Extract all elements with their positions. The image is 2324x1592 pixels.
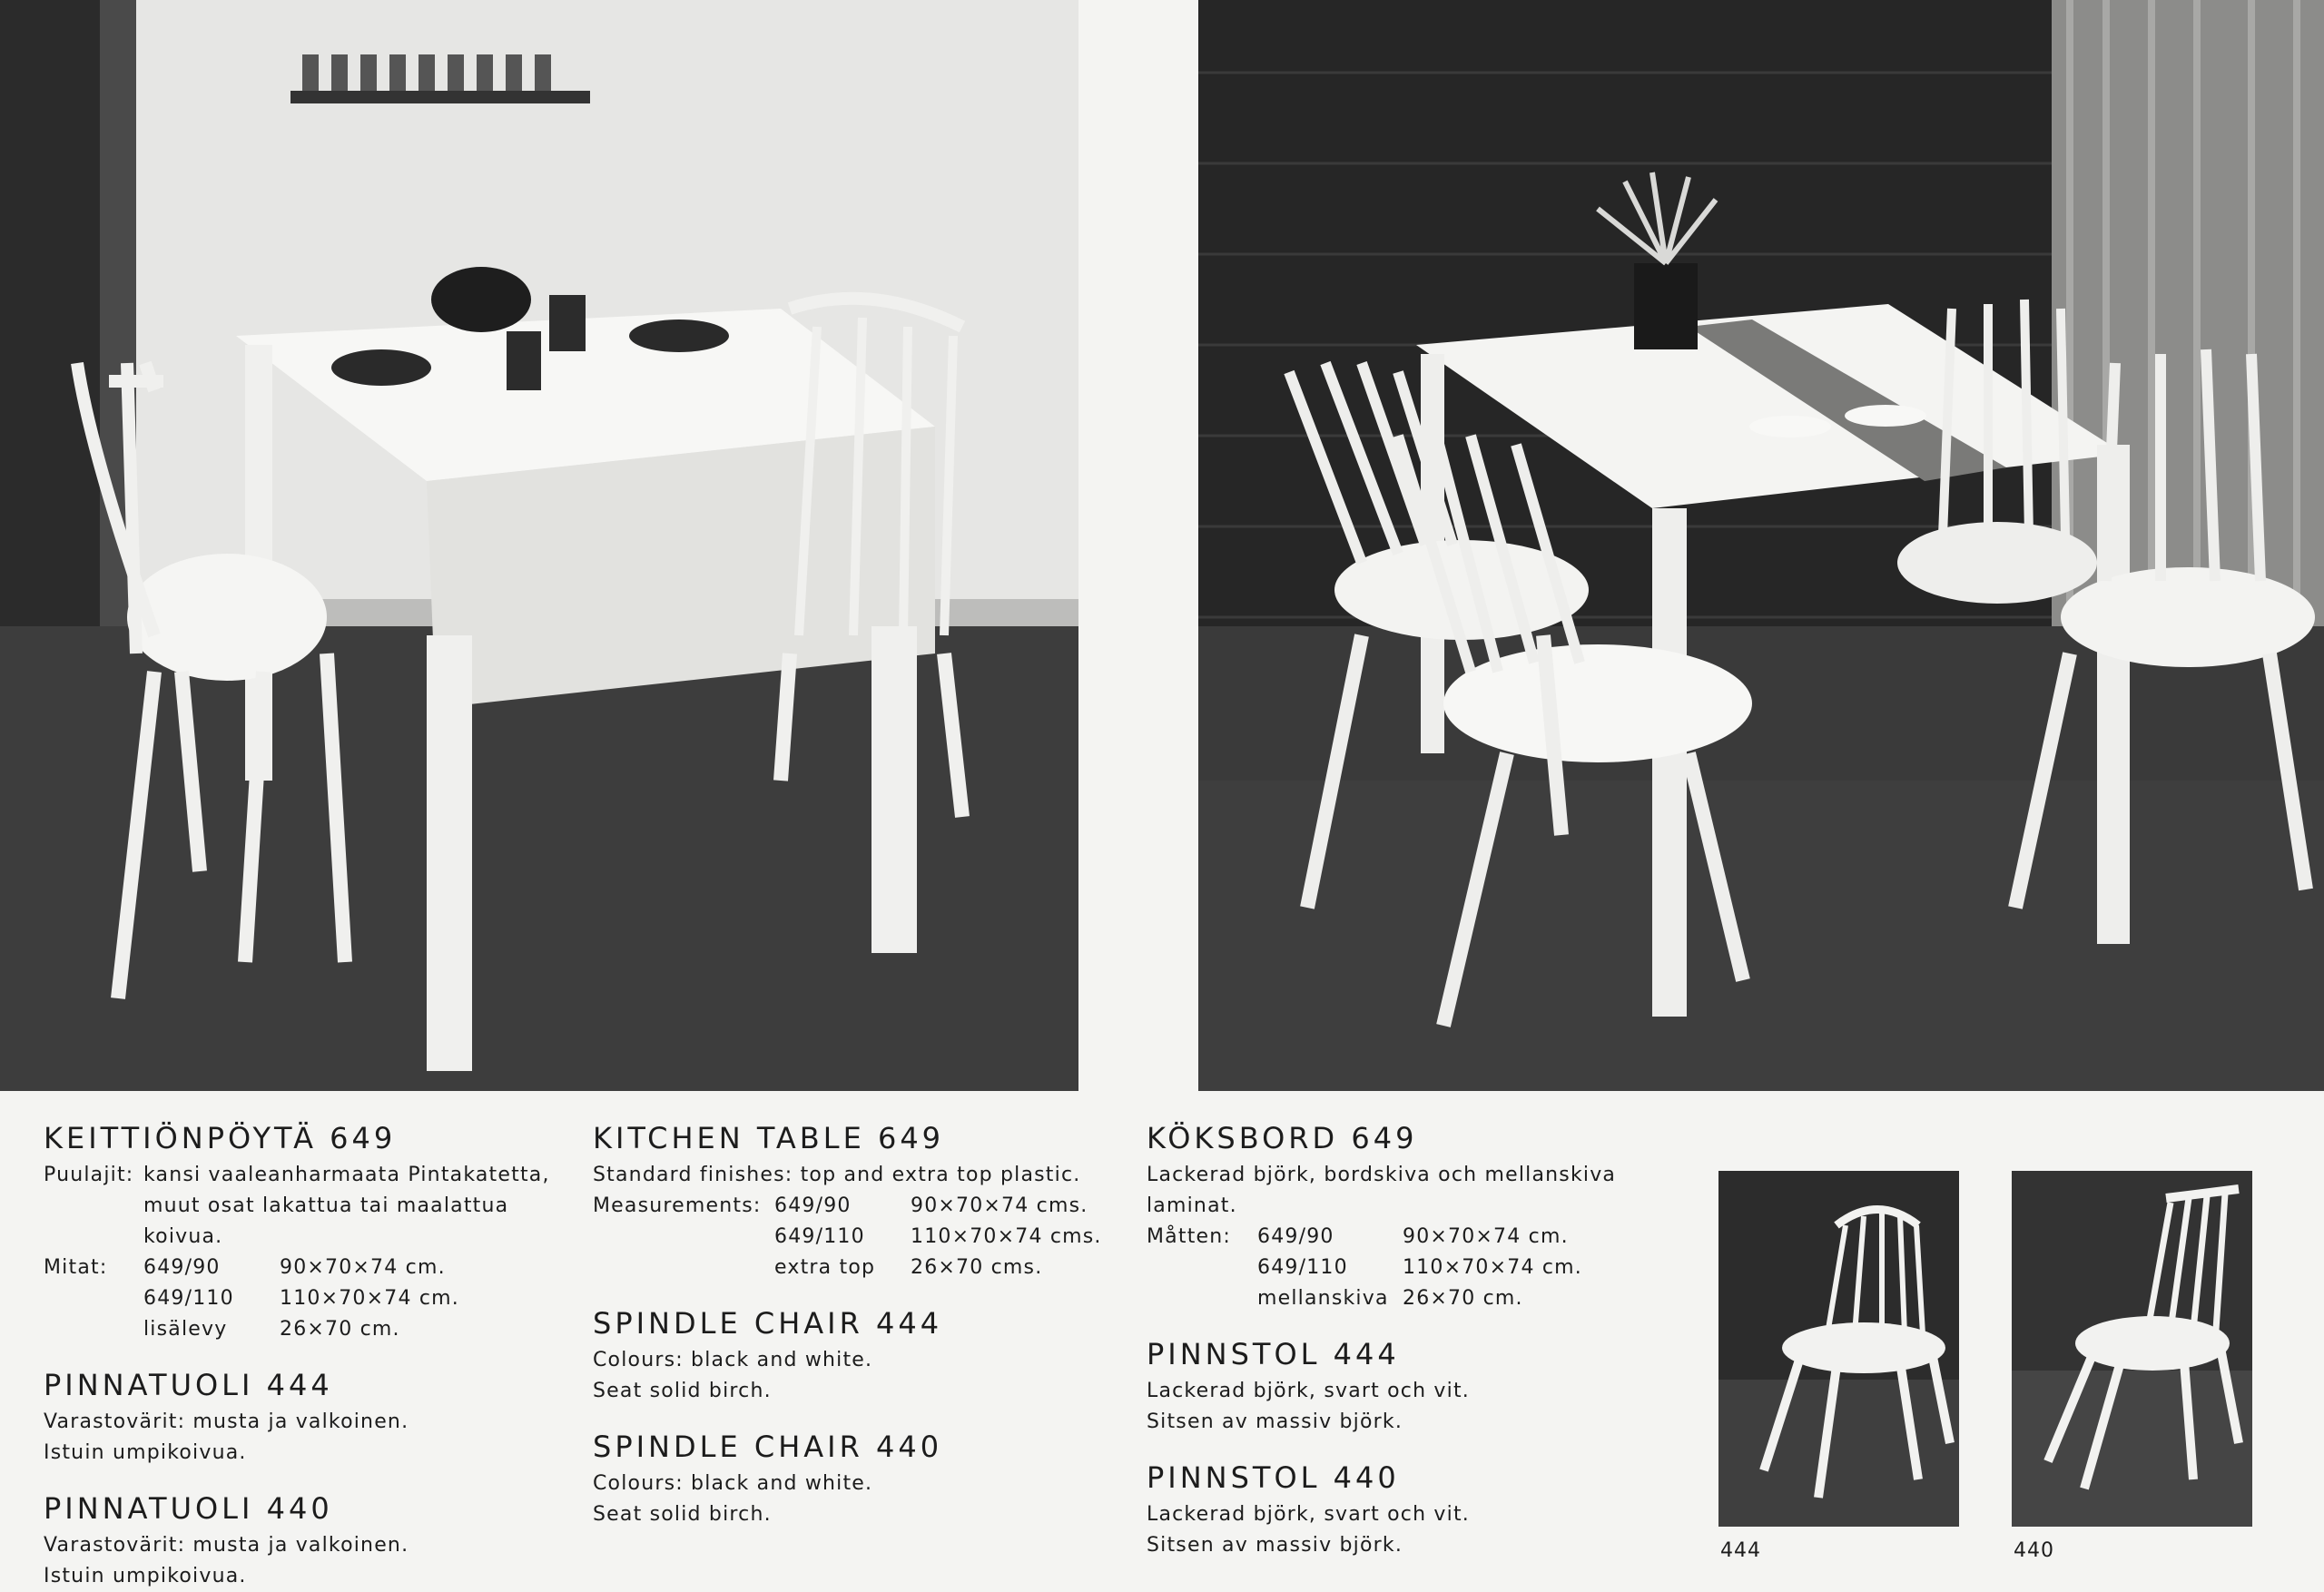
english-measure-code: extra top bbox=[774, 1256, 876, 1279]
finnish-wood-line1: kansi vaaleanharmaata Pintakatetta, bbox=[143, 1164, 550, 1186]
finnish-chair440-title: PINNATUOLI 440 bbox=[44, 1491, 333, 1526]
swedish-chair440-line2: Sitsen av massiv björk. bbox=[1147, 1534, 1403, 1557]
finnish-table-title: KEITTIÖNPÖYTÄ 649 bbox=[44, 1121, 397, 1155]
swedish-measure-size: 90×70×74 cm. bbox=[1403, 1225, 1569, 1248]
finnish-chair444-line1: Varastovärit: musta ja valkoinen. bbox=[44, 1410, 409, 1433]
finnish-measure-code: 649/110 bbox=[143, 1287, 234, 1310]
finnish-measure-label: Mitat: bbox=[44, 1256, 108, 1279]
swedish-finish-line2: laminat. bbox=[1147, 1194, 1237, 1217]
finnish-measure-row-1 bbox=[44, 1253, 552, 1283]
swedish-measure-label: Måtten: bbox=[1147, 1225, 1232, 1248]
swedish-chair444-section bbox=[1147, 1334, 1673, 1438]
english-column bbox=[593, 1118, 1119, 1530]
swedish-chair444-title: PINNSTOL 444 bbox=[1147, 1337, 1400, 1371]
swedish-column bbox=[1147, 1118, 1673, 1561]
finnish-wood-line2: muut osat lakattua tai maalattua bbox=[143, 1194, 509, 1217]
swedish-measure-row-2 bbox=[1147, 1253, 1673, 1283]
finnish-chair440-line1: Varastovärit: musta ja valkoinen. bbox=[44, 1534, 409, 1557]
finnish-chair440-section bbox=[44, 1489, 552, 1592]
table-set-illustration bbox=[1198, 0, 2324, 1091]
finnish-chair444-line2: Istuin umpikoivua. bbox=[44, 1441, 247, 1464]
swedish-finish-line1: Lackerad björk, bordskiva och mellanskiva bbox=[1147, 1164, 1617, 1186]
chair-440-illustration bbox=[2012, 1171, 2252, 1527]
swedish-chair444-line1: Lackerad björk, svart och vit. bbox=[1147, 1380, 1470, 1402]
swedish-measure-code: 649/90 bbox=[1257, 1225, 1334, 1248]
finnish-measure-size: 26×70 cm. bbox=[280, 1318, 400, 1341]
finnish-measure-size: 110×70×74 cm. bbox=[280, 1287, 459, 1310]
swedish-measure-code: 649/110 bbox=[1257, 1256, 1348, 1279]
english-chair444-line2: Seat solid birch. bbox=[593, 1380, 772, 1402]
swedish-table-title: KÖKSBORD 649 bbox=[1147, 1121, 1418, 1155]
swedish-chair444-line2: Sitsen av massiv björk. bbox=[1147, 1410, 1403, 1433]
finnish-chair444-title: PINNATUOLI 444 bbox=[44, 1368, 333, 1402]
english-chair444-section bbox=[593, 1303, 1119, 1407]
finnish-wood-line3: koivua. bbox=[143, 1225, 223, 1248]
swedish-measure-code: mellanskiva bbox=[1257, 1287, 1389, 1310]
swedish-measure-row-3 bbox=[1147, 1283, 1673, 1314]
english-chair440-line1: Colours: black and white. bbox=[593, 1472, 873, 1495]
thumbnail-chair-440 bbox=[2012, 1171, 2252, 1527]
english-chair444-line1: Colours: black and white. bbox=[593, 1349, 873, 1371]
photo-table-four-chairs bbox=[1198, 0, 2324, 1091]
english-chair440-section bbox=[593, 1427, 1119, 1530]
english-measure-row-2 bbox=[593, 1222, 1119, 1253]
swedish-measure-row-1 bbox=[1147, 1222, 1673, 1253]
finnish-wood-label: Puulajit: bbox=[44, 1164, 134, 1186]
english-table-title: KITCHEN TABLE 649 bbox=[593, 1121, 945, 1155]
english-measure-code: 649/110 bbox=[774, 1225, 865, 1248]
swedish-chair440-title: PINNSTOL 440 bbox=[1147, 1460, 1400, 1495]
finnish-measure-code: lisälevy bbox=[143, 1318, 228, 1341]
photo-drop-leaf-table bbox=[0, 0, 1078, 1091]
english-measure-code: 649/90 bbox=[774, 1194, 852, 1217]
table-scene-illustration bbox=[0, 0, 1078, 1091]
thumbnail-caption-444: 444 bbox=[1720, 1539, 1761, 1562]
english-measure-row-3 bbox=[593, 1253, 1119, 1283]
english-chair440-title: SPINDLE CHAIR 440 bbox=[593, 1430, 943, 1464]
english-measure-size: 110×70×74 cms. bbox=[911, 1225, 1102, 1248]
finnish-measure-code: 649/90 bbox=[143, 1256, 221, 1279]
swedish-chair440-line1: Lackerad björk, svart och vit. bbox=[1147, 1503, 1470, 1526]
finnish-column bbox=[44, 1118, 552, 1592]
english-measure-size: 26×70 cms. bbox=[911, 1256, 1043, 1279]
english-measure-row-1 bbox=[593, 1191, 1119, 1222]
english-chair440-line2: Seat solid birch. bbox=[593, 1503, 772, 1526]
thumbnail-caption-440: 440 bbox=[2014, 1539, 2054, 1562]
english-chair444-title: SPINDLE CHAIR 444 bbox=[593, 1306, 943, 1341]
finnish-wood-row bbox=[44, 1160, 552, 1191]
finnish-measure-row-3 bbox=[44, 1314, 552, 1345]
finnish-measure-size: 90×70×74 cm. bbox=[280, 1256, 446, 1279]
swedish-chair440-section bbox=[1147, 1458, 1673, 1561]
chair-444-illustration bbox=[1718, 1171, 1959, 1527]
swedish-measure-size: 26×70 cm. bbox=[1403, 1287, 1523, 1310]
swedish-measure-size: 110×70×74 cm. bbox=[1403, 1256, 1582, 1279]
english-measure-label: Measurements: bbox=[593, 1194, 762, 1217]
finnish-measure-row-2 bbox=[44, 1283, 552, 1314]
english-measure-size: 90×70×74 cms. bbox=[911, 1194, 1088, 1217]
finnish-chair444-section bbox=[44, 1365, 552, 1469]
thumbnail-chair-444 bbox=[1718, 1171, 1959, 1527]
english-finish-line: Standard finishes: top and extra top plastic. bbox=[593, 1164, 1081, 1186]
finnish-chair440-line2: Istuin umpikoivua. bbox=[44, 1565, 247, 1587]
